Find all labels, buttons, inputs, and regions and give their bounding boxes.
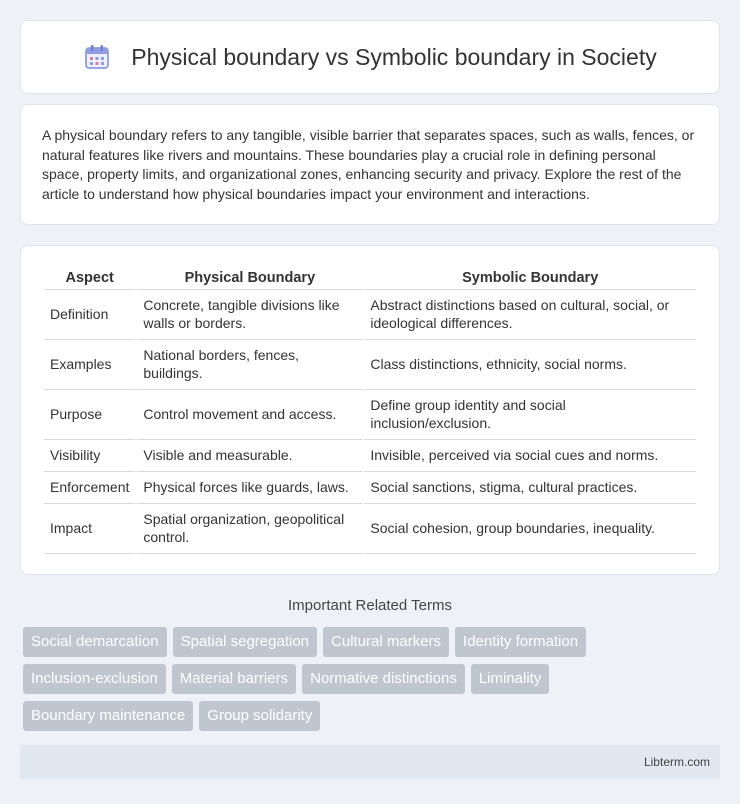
footer	[20, 745, 720, 779]
cell-aspect: Enforcement	[44, 472, 135, 504]
cell-symbolic: Define group identity and social inclusion/exclusion.	[364, 390, 696, 440]
table-header-row	[44, 266, 696, 290]
cell-aspect: Visibility	[44, 440, 135, 472]
cell-symbolic: Invisible, perceived via social cues and norms.	[364, 440, 696, 472]
header-symbolic-boundary: Symbolic Boundary	[364, 266, 696, 290]
table-row	[44, 290, 696, 340]
cell-symbolic: Abstract distinctions based on cultural, social, or ideological differences.	[364, 290, 696, 340]
tag-boundary-maintenance[interactable]: Boundary maintenance	[23, 701, 193, 731]
cell-physical: Visible and measurable.	[137, 440, 362, 472]
header-aspect: Aspect	[44, 266, 135, 290]
tag-material-barriers[interactable]: Material barriers	[172, 664, 296, 694]
cell-symbolic: Social cohesion, group boundaries, inequality.	[364, 504, 696, 554]
tag-cultural-markers[interactable]: Cultural markers	[323, 627, 449, 657]
intro-paragraph: A physical boundary refers to any tangible, visible barrier that separates spaces, such as walls, fences, or natural features like rivers and mountains. These boundaries play a crucial role in defining personal space, property limits, and organizational zones, enhancing security and privacy. Explore the rest of the article to understand how physical boundaries impact your environment and interactions.	[42, 127, 695, 202]
tag-spatial-segregation[interactable]: Spatial segregation	[173, 627, 317, 657]
tag-liminality[interactable]: Liminality	[471, 664, 550, 694]
intro-card	[20, 104, 720, 225]
cell-aspect: Purpose	[44, 390, 135, 440]
tag-group-solidarity[interactable]: Group solidarity	[199, 701, 320, 731]
related-terms-title: Important Related Terms	[288, 597, 452, 614]
calendar-icon	[83, 43, 111, 71]
comparison-table	[42, 266, 698, 554]
tag-social-demarcation[interactable]: Social demarcation	[23, 627, 167, 657]
table-row	[44, 504, 696, 554]
table-row	[44, 340, 696, 390]
cell-symbolic: Social sanctions, stigma, cultural practices.	[364, 472, 696, 504]
table-row	[44, 440, 696, 472]
footer-site-link[interactable]: Libterm.com	[643, 755, 710, 769]
cell-physical: National borders, fences, buildings.	[137, 340, 362, 390]
tag-normative-distinctions[interactable]: Normative distinctions	[302, 664, 465, 694]
header-physical-boundary: Physical Boundary	[137, 266, 362, 290]
cell-physical: Concrete, tangible divisions like walls or borders.	[137, 290, 362, 340]
cell-aspect: Impact	[44, 504, 135, 554]
cell-symbolic: Class distinctions, ethnicity, social norms.	[364, 340, 696, 390]
comparison-table-card	[20, 245, 720, 575]
cell-aspect: Examples	[44, 340, 135, 390]
cell-physical: Control movement and access.	[137, 390, 362, 440]
table-row	[44, 390, 696, 440]
title-card	[20, 20, 720, 94]
tag-inclusion-exclusion[interactable]: Inclusion-exclusion	[23, 664, 166, 694]
table-row	[44, 472, 696, 504]
cell-aspect: Definition	[44, 290, 135, 340]
related-terms-tags	[20, 627, 620, 731]
related-terms-section	[20, 597, 720, 731]
page-title: Physical boundary vs Symbolic boundary in Society	[131, 43, 657, 70]
tag-identity-formation[interactable]: Identity formation	[455, 627, 586, 657]
cell-physical: Spatial organization, geopolitical control.	[137, 504, 362, 554]
cell-physical: Physical forces like guards, laws.	[137, 472, 362, 504]
